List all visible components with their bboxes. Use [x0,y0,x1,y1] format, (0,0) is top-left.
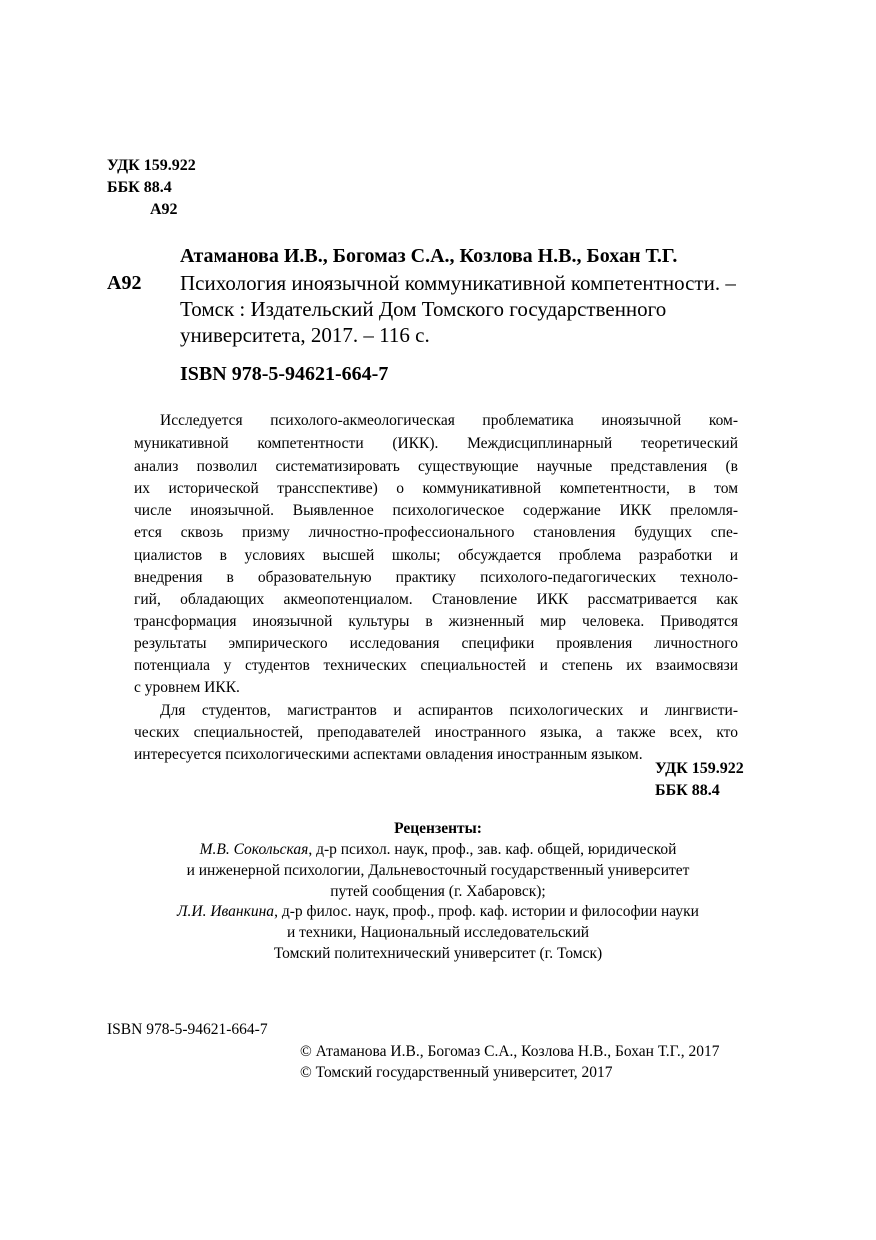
annotation-line: трансформация иноязычной культуры в жизненный мир человека. Приводятся [134,613,738,630]
reviewer-line: и техники, Национальный исследовательский [286,924,590,941]
reviewer-line: Томский политехнический университет (г. Томск) [273,945,603,962]
annotation-line: Для студентов, магистрантов и аспирантов психологических и лингвисти- [160,702,738,719]
cutter-code: А92 [150,201,178,218]
title-line: университета, 2017. – 116 с. [180,323,430,347]
annotation-line: гий, обладающих акмеопотенциалом. Становление ИКК рассматривается как [134,591,738,608]
authors-line: Атаманова И.В., Богомаз С.А., Козлова Н.В., Бохан Т.Г. [180,245,678,267]
annotation-line: Исследуется психолого-акмеологическая проблематика иноязычной ком- [160,412,738,429]
annotation-line: внедрения в образовательную практику психолого-педагогических техноло- [134,569,738,586]
annotation-line: потенциала у студентов технических специальностей и степень их взаимосвязи [134,657,738,674]
bbk-code: ББК 88.4 [107,179,172,196]
annotation-line: с уровнем ИКК. [134,679,240,696]
annotation-line: их исторической трансспективе) о коммуникативной компетентности, в том [134,480,738,497]
annotation-line: анализ позволил систематизировать существующие научные представления (в [134,458,738,475]
copyright-authors: © Атаманова И.В., Богомаз С.А., Козлова Н.В., Бохан Т.Г., 2017 [300,1043,720,1060]
annotation-line: ческих специальностей, преподавателей иностранного языка, а также всех, кто [134,724,738,741]
reviewer-credentials: , д-р филос. наук, проф., проф. каф. истории и философии науки [274,903,699,920]
copyright-university: © Томский государственный университет, 2017 [300,1064,613,1081]
reviewer-credentials: , д-р психол. наук, проф., зав. каф. общей, юридической [308,841,677,858]
bbk-code-repeat: ББК 88.4 [655,782,720,799]
udk-code: УДК 159.922 [107,157,196,174]
isbn-heading: ISBN 978-5-94621-664-7 [180,363,389,385]
annotation-line: интересуется психологическими аспектами овладения иностранным языком. [134,746,643,763]
reviewer-line: и инженерной психологии, Дальневосточный государственный университет [186,862,690,879]
reviewers-heading: Рецензенты: [394,820,482,837]
title-line: Томск : Издательский Дом Томского государственного [180,297,667,321]
annotation-line: числе иноязычной. Выявленное психологическое содержание ИКК преломля- [134,502,738,519]
reviewer-line [0,841,876,859]
reviewer-line: путей сообщения (г. Хабаровск); [330,883,546,900]
reviewer-line [0,903,876,921]
annotation-line: муникативной компетентности (ИКК). Междисциплинарный теоретический [134,435,738,452]
annotation-line: циалистов в условиях высшей школы; обсуждается проблема разработки и [134,547,738,564]
heading-cutter: А92 [107,272,142,294]
title-line: Психология иноязычной коммуникативной компетентности. – [180,271,736,295]
isbn-footer: ISBN 978-5-94621-664-7 [107,1021,268,1038]
annotation-line: ется сквозь призму личностно-профессионального становления будущих спе- [134,524,738,541]
reviewer-name: М.В. Сокольская [199,841,309,858]
reviewer-name: Л.И. Иванкина [177,903,275,920]
annotation-line: результаты эмпирического исследования специфики проявления личностного [134,635,738,652]
udk-code-repeat: УДК 159.922 [655,760,744,777]
